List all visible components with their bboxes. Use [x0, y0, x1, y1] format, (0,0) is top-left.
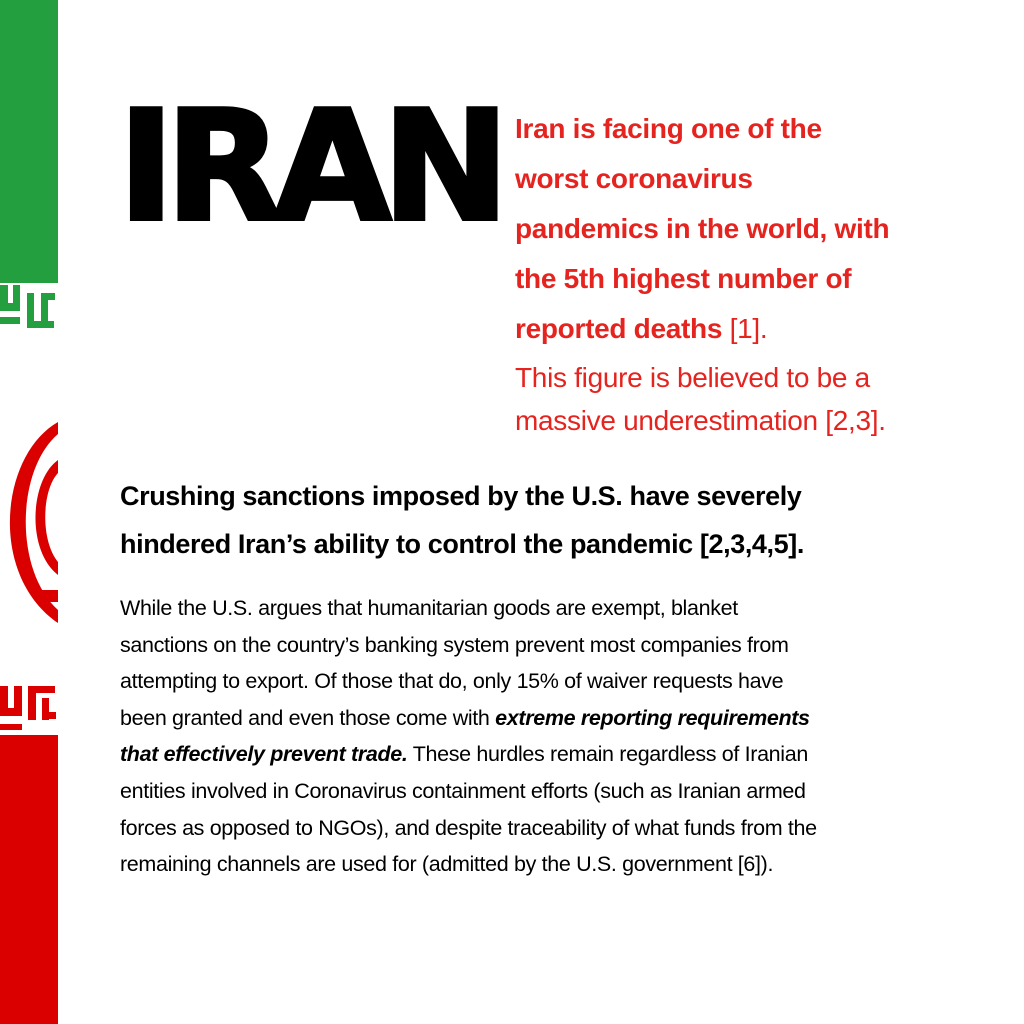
intro-lead-line: reported deaths [515, 313, 723, 344]
intro-lead-line: worst coronavirus [515, 163, 753, 194]
body-line: While the U.S. argues that humanitarian goods are exempt, blanket [120, 596, 738, 620]
takbir-pattern-icon [0, 678, 58, 738]
takbir-pattern-icon [0, 283, 58, 343]
flag-green-band [0, 0, 58, 283]
section-heading-line: hindered Iran’s ability to control the pandemic [2,3,4,5]. [120, 529, 804, 559]
intro-lead [515, 104, 985, 354]
body-line: attempting to export. Of those that do, only 15% of waiver requests have [120, 669, 784, 694]
iran-flag-icon [0, 0, 58, 1024]
body-line: forces as opposed to NGOs), and despite traceability of what funds from the [120, 815, 817, 840]
section-heading-line: Crushing sanctions imposed by the U.S. have severely [120, 481, 802, 511]
body-emphasis: extreme reporting requirements [495, 705, 810, 730]
page-title: IRAN [118, 78, 501, 255]
intro-note-line: This figure is believed to be a [515, 362, 870, 393]
intro-lead-line: Iran is facing one of the [515, 113, 822, 144]
intro-lead-line: pandemics in the world, with [515, 213, 890, 244]
intro-block [515, 104, 985, 442]
intro-note [515, 356, 985, 442]
body-line: These hurdles remain regardless of Iranian [407, 742, 808, 767]
body-line: remaining channels are used for (admitted by the U.S. government [6]). [120, 852, 774, 877]
intro-lead-line: the 5th highest number of [515, 263, 852, 294]
intro-citation: [1]. [722, 313, 768, 344]
body-line: entities involved in Coronavirus containment efforts (such as Iranian armed [120, 778, 806, 803]
intro-note-line: massive underestimation [2,3]. [515, 405, 886, 436]
body-emphasis: that effectively prevent trade. [120, 742, 408, 767]
body-line: been granted and even those come with [120, 705, 496, 730]
body-line: sanctions on the country’s banking system prevent most companies from [120, 632, 789, 657]
section-heading [120, 472, 990, 568]
flag-red-band [0, 735, 58, 1024]
body-paragraph [120, 590, 970, 883]
iran-emblem-icon [0, 410, 58, 635]
